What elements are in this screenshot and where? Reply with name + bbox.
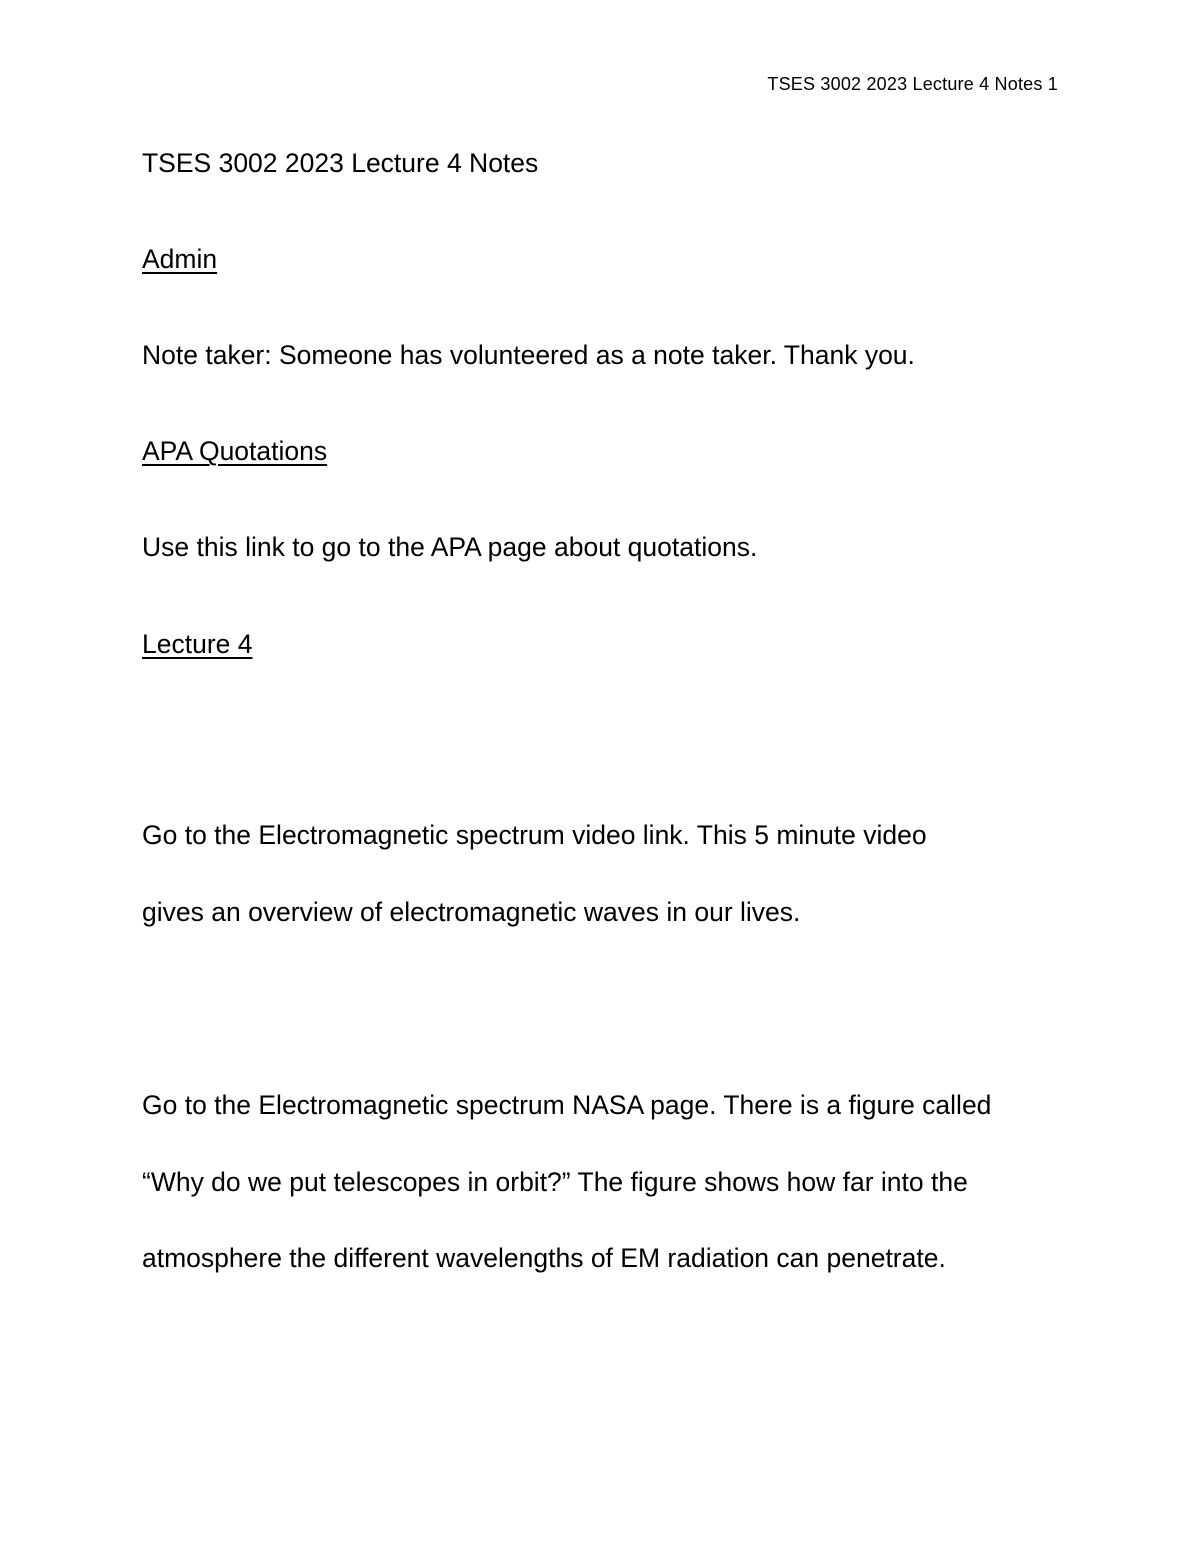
document-title: TSES 3002 2023 Lecture 4 Notes (142, 148, 539, 178)
section-heading-admin: Admin (142, 244, 218, 274)
nasa-paragraph-line-1: Go to the Electromagnetic spectrum NASA page. There is a figure called (142, 1090, 992, 1120)
video-paragraph-line-2: gives an overview of electromagnetic waves in our lives. (142, 897, 801, 927)
admin-note-text: Note taker: Someone has volunteered as a note taker. Thank you. (142, 340, 915, 370)
video-paragraph-line-1: Go to the Electromagnetic spectrum video link. This 5 minute video (142, 820, 927, 850)
section-heading-apa-quotations: APA Quotations (142, 436, 328, 466)
nasa-paragraph-line-3: atmosphere the different wavelengths of EM radiation can penetrate. (142, 1243, 946, 1273)
nasa-paragraph-line-2: “Why do we put telescopes in orbit?” The figure shows how far into the (142, 1167, 968, 1197)
apa-link-text: Use this link to go to the APA page about quotations. (142, 532, 758, 562)
section-heading-lecture-4: Lecture 4 (142, 629, 253, 659)
running-head: TSES 3002 2023 Lecture 4 Notes 1 (767, 74, 1058, 94)
